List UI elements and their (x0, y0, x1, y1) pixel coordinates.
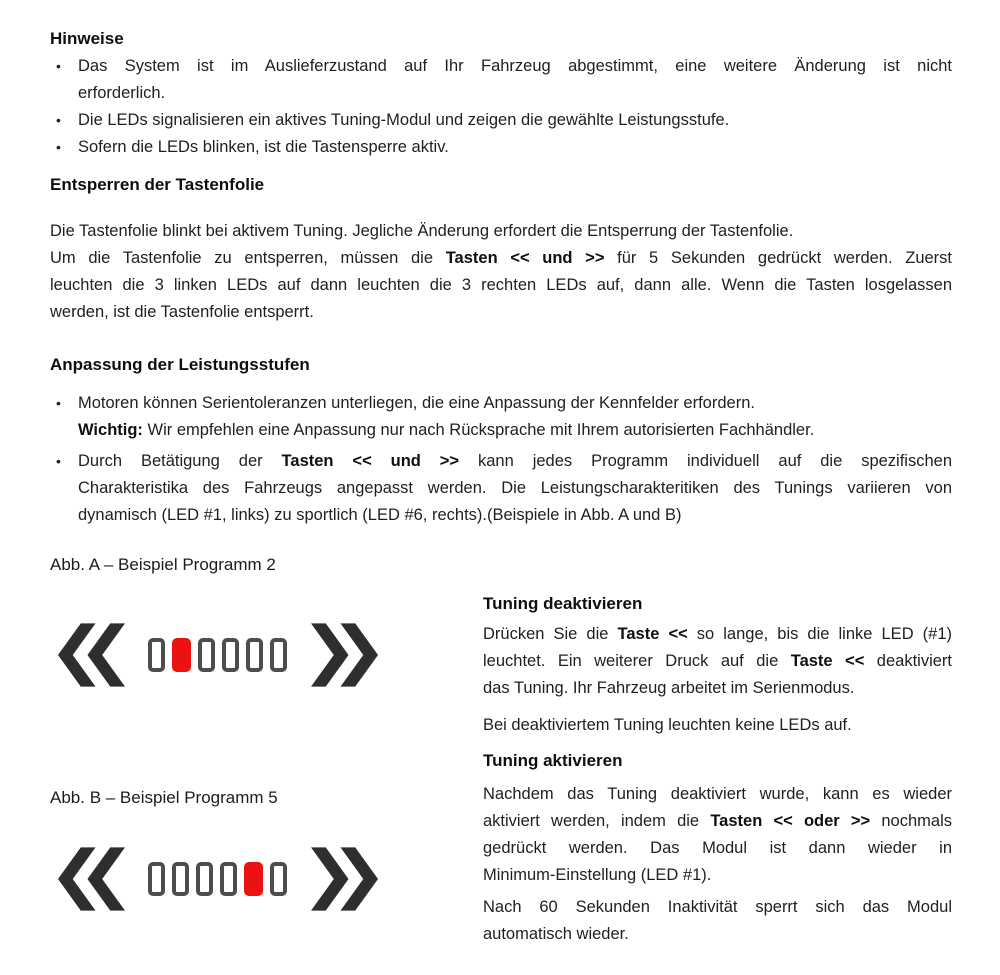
text-line: automatisch wieder. (483, 925, 629, 943)
bullet-icon: • (56, 395, 61, 411)
text-line: Nachdem das Tuning deaktiviert wurde, kann es wieder (483, 785, 952, 803)
text-line: Die Tastenfolie blinkt bei aktivem Tuning. Jegliche Änderung erfordert die Entsperrung der Tastenfolie. (50, 222, 794, 240)
led-strip (148, 638, 287, 672)
bullet-text (78, 134, 952, 161)
text-line: Sofern die LEDs blinken, ist die Tastensperre aktiv. (78, 138, 449, 156)
figure-b-caption: Abb. B – Beispiel Programm 5 (50, 788, 278, 807)
text-line: Die LEDs signalisieren ein aktives Tuning-Modul und zeigen die gewählte Leistungsstufe. (78, 111, 730, 129)
text-line: Charakteristika des Fahrzeugs angepasst werden. Die Leistungscharakteritiken des Tunings variieren von (78, 479, 952, 497)
bullet-list-hinweise (50, 53, 952, 161)
led-on-indicator (244, 862, 263, 896)
text-line: dynamisch (LED #1, links) zu sportlich (LED #6, rechts).(Beispiele in Abb. A und B) (78, 506, 682, 524)
led-on-indicator (172, 638, 191, 672)
bullet-item (50, 53, 952, 107)
bullet-item (50, 107, 952, 134)
chevron-right-double-icon (311, 846, 378, 912)
figure-b-led-display (58, 846, 378, 912)
section-heading-hinweise: Hinweise (50, 29, 124, 48)
section-heading-entsperren: Entsperren der Tastenfolie (50, 175, 265, 194)
led-strip (148, 862, 287, 896)
led-off-indicator (222, 638, 239, 672)
text-line: Wichtig: Wir empfehlen eine Anpassung nur nach Rücksprache mit Ihrem autorisierten Fachhändler. (78, 421, 815, 439)
led-off-indicator (270, 862, 287, 896)
text-line: aktiviert werden, indem die Tasten << oder >> nochmals (483, 812, 952, 830)
chevron-left-double-icon (58, 846, 125, 912)
text-line: Minimum-Einstellung (LED #1). (483, 866, 712, 884)
chevron-left-double-icon (58, 622, 125, 688)
text-line: leuchten die 3 linken LEDs auf dann leuchten die 3 rechten LEDs auf, dann alle. Wenn die Tasten losgelassen (50, 276, 952, 294)
bullet-item (50, 390, 952, 444)
figure-a-caption: Abb. A – Beispiel Programm 2 (50, 555, 276, 574)
text-line: erforderlich. (78, 84, 166, 102)
bullet-item (50, 134, 952, 161)
text-line: das Tuning. Ihr Fahrzeug arbeitet im Serienmodus. (483, 679, 855, 697)
bullet-icon: • (56, 112, 61, 128)
paragraph-tuning-deaktivieren-1 (483, 621, 952, 702)
figure-a-led-display (58, 622, 378, 688)
led-off-indicator (172, 862, 189, 896)
paragraph-tuning-aktivieren-2 (483, 894, 952, 948)
bullet-icon: • (56, 453, 61, 469)
bullet-text (78, 448, 952, 529)
text-line: Drücken Sie die Taste << so lange, bis die linke LED (#1) (483, 625, 953, 643)
text-line: Um die Tastenfolie zu entsperren, müssen die Tasten << und >> für 5 Sekunden gedrückt werden. Zuerst (50, 249, 952, 267)
chevron-right-double-icon (311, 622, 378, 688)
bullet-text (78, 53, 952, 107)
bullet-icon: • (56, 139, 61, 155)
bullet-list-anpassung (50, 390, 952, 529)
bullet-item (50, 448, 952, 529)
section-heading-anpassung: Anpassung der Leistungsstufen (50, 355, 310, 374)
text-line: Durch Betätigung der Tasten << und >> kann jedes Programm individuell auf die spezifischen (78, 452, 952, 470)
bullet-text (78, 107, 952, 134)
bullet-text (78, 390, 952, 444)
led-off-indicator (246, 638, 263, 672)
section-heading-tuning-aktivieren: Tuning aktivieren (483, 751, 623, 770)
bullet-icon: • (56, 58, 61, 74)
led-off-indicator (198, 638, 215, 672)
text-line: werden, ist die Tastenfolie entsperrt. (50, 303, 314, 321)
text-line: gedrückt werden. Das Modul ist dann wieder in (483, 839, 952, 857)
paragraph-entsperren (50, 218, 952, 326)
text-line: Das System ist im Auslieferzustand auf Ihr Fahrzeug abgestimmt, eine weitere Änderung ist nicht (78, 57, 952, 75)
led-off-indicator (148, 638, 165, 672)
paragraph-tuning-aktivieren-1 (483, 781, 952, 889)
led-off-indicator (196, 862, 213, 896)
led-off-indicator (148, 862, 165, 896)
paragraph-tuning-deaktivieren-2 (483, 712, 952, 739)
led-off-indicator (220, 862, 237, 896)
section-heading-tuning-deaktivieren: Tuning deaktivieren (483, 594, 643, 613)
led-off-indicator (270, 638, 287, 672)
text-line: Bei deaktiviertem Tuning leuchten keine LEDs auf. (483, 716, 852, 734)
text-line: leuchtet. Ein weiterer Druck auf die Taste << deaktiviert (483, 652, 952, 670)
text-line: Motoren können Serientoleranzen unterliegen, die eine Anpassung der Kennfelder erfordern. (78, 394, 755, 412)
text-line: Nach 60 Sekunden Inaktivität sperrt sich das Modul (483, 898, 952, 916)
